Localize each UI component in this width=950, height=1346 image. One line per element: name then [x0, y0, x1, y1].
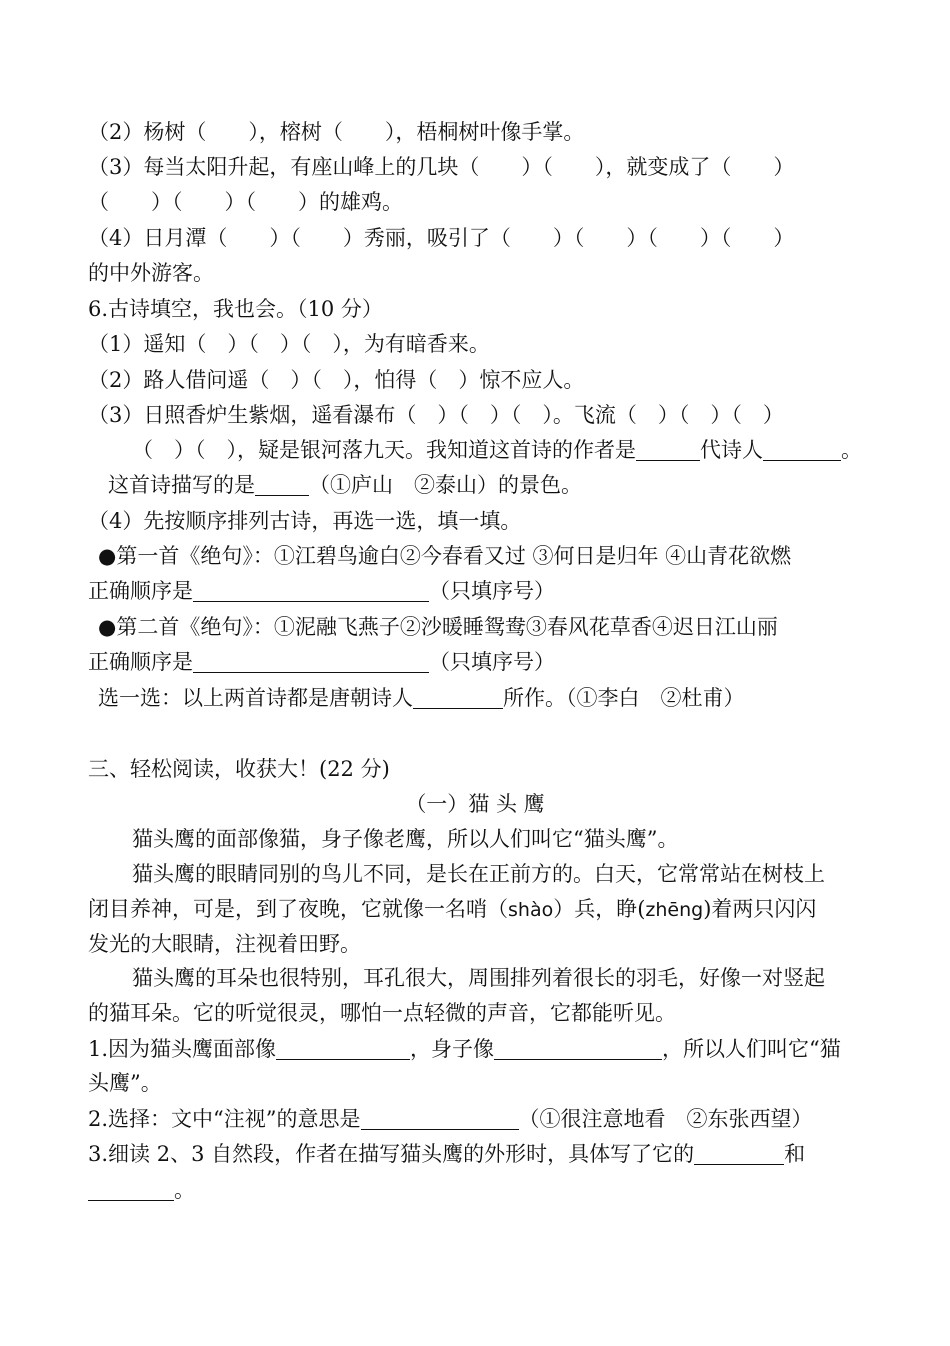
para-2b-post: )着两只闪闪 [703, 897, 817, 921]
passage-para-1: 猫头鹰的面部像猫，身子像老鹰，所以人们叫它“猫头鹰”。 [132, 827, 679, 851]
order-label: 正确顺序是 [88, 579, 193, 603]
passage-para-3a: 猫头鹰的耳朵也很特别，耳孔很大，周围排列着很长的羽毛，好像一对竖起 [132, 966, 825, 990]
poem-2-order-blank[interactable] [193, 650, 429, 673]
q3-blank-2[interactable] [88, 1180, 174, 1201]
poet-blank[interactable] [763, 440, 841, 461]
order-note: （只填序号） [429, 579, 555, 603]
q3-end: 。 [174, 1178, 195, 1202]
q5-line-3b: （ ）（ ）（ ）的雄鸡。 [88, 190, 403, 214]
passage-para-2b [88, 895, 870, 924]
choose-options: 所作。（①李白 ②杜甫） [503, 686, 745, 710]
q6-poem-3b [132, 436, 870, 464]
q6-p3c-post: （①庐山 ②泰山）的景色。 [309, 473, 582, 497]
reading-q1 [88, 1035, 870, 1063]
q1-body-blank[interactable] [494, 1037, 662, 1060]
order-label: 正确顺序是 [88, 650, 193, 674]
q1-text: 1.因为猫头鹰面部像 [88, 1037, 277, 1061]
q1-face-blank[interactable] [276, 1037, 410, 1060]
q5-line-4b: 的中外游客。 [88, 261, 214, 285]
q3-mid: 和 [784, 1142, 806, 1166]
poem-2-lines: ●第二首《绝句》：①泥融飞燕子②沙暖睡鸳鸯③春风花草香④迟日江山丽 [98, 615, 778, 639]
reading-q3 [88, 1140, 870, 1168]
passage-para-3b: 的猫耳朵。它的听觉很灵，哪怕一点轻微的声音，它都能听见。 [88, 1001, 676, 1025]
choose-text: 选一选：以上两首诗都是唐朝诗人 [98, 686, 413, 710]
passage-title: （一）猫 头 鹰 [405, 792, 545, 816]
para-2b-mid: ）兵，睁( [553, 897, 646, 921]
pinyin-shao: shào [508, 899, 554, 921]
section-3-title: 三、轻松阅读，收获大！(22 分) [88, 757, 390, 781]
reading-q3-b [88, 1176, 870, 1204]
q5-line-2: （2）杨树（ ），榕树（ ），梧桐树叶像手掌。 [88, 120, 585, 144]
poem-1-lines: ●第一首《绝句》：①江碧鸟逾白②今春看又过 ③何日是归年 ④山青花欲燃 [98, 544, 792, 568]
pinyin-zheng: zhēng [645, 899, 704, 921]
q1-mid: ，身子像 [410, 1037, 495, 1061]
q2-text: 2.选择：文中“注视”的意思是 [88, 1107, 361, 1131]
poem-1-order-blank[interactable] [193, 579, 429, 602]
q1-post: ，所以人们叫它“猫 [662, 1037, 841, 1061]
poet-choice-blank[interactable] [413, 686, 503, 709]
dynasty-blank[interactable] [636, 440, 700, 461]
q3-blank-1[interactable] [694, 1144, 784, 1165]
passage-para-2a: 猫头鹰的眼睛同别的鸟儿不同，是长在正前方的。白天，它常常站在树枝上 [132, 862, 825, 886]
q5-line-4a: （4）日月潭（ ）（ ）秀丽，吸引了（ ）（ ）（ ）（ ） [88, 226, 795, 250]
poem-2-order [88, 648, 870, 676]
order-note: （只填序号） [429, 650, 555, 674]
q5-line-3a: （3）每当太阳升起，有座山峰上的几块（ ）（ ），就变成了（ ） [88, 155, 795, 179]
q3-text: 3.细读 2、3 自然段，作者在描写猫头鹰的外形时，具体写了它的 [88, 1142, 695, 1166]
q2-answer-blank[interactable] [361, 1107, 519, 1130]
q6-p3b-text: （ ）（ ），疑是银河落九天。我知道这首诗的作者是 [132, 438, 636, 462]
q6-p3b-mid: 代诗人 [700, 438, 763, 462]
q6-poem-2: （2）路人借问遥（ ）（ ），怕得（ ）惊不应人。 [88, 368, 585, 392]
q6-p3c-text: 这首诗描写的是 [108, 473, 255, 497]
choose-poet [98, 684, 870, 712]
poem-1-order [88, 577, 870, 605]
q6-poem-3a: （3）日照香炉生紫烟，遥看瀑布（ ）（ ）（ ）。飞流（ ）（ ）（ ） [88, 403, 784, 427]
q6-poem-3c [108, 471, 870, 499]
q6-p3b-end: 。 [841, 438, 862, 462]
q6-poem-1: （1）遥知（ ）（ ）（ ），为有暗香来。 [88, 332, 490, 356]
reading-q2 [88, 1105, 870, 1133]
reading-q1-b: 头鹰”。 [88, 1071, 162, 1095]
q6-part-4: （4）先按顺序排列古诗，再选一选，填一填。 [88, 509, 522, 533]
scenery-blank[interactable] [255, 473, 309, 496]
para-2b-text: 闭目养神，可是，到了夜晚，它就像一名哨（ [88, 897, 508, 921]
q2-options: （①很注意地看 ②东张西望） [518, 1107, 813, 1131]
passage-para-2c: 发光的大眼睛，注视着田野。 [88, 932, 361, 956]
q6-title: 6.古诗填空，我也会。（10 分） [88, 297, 383, 321]
